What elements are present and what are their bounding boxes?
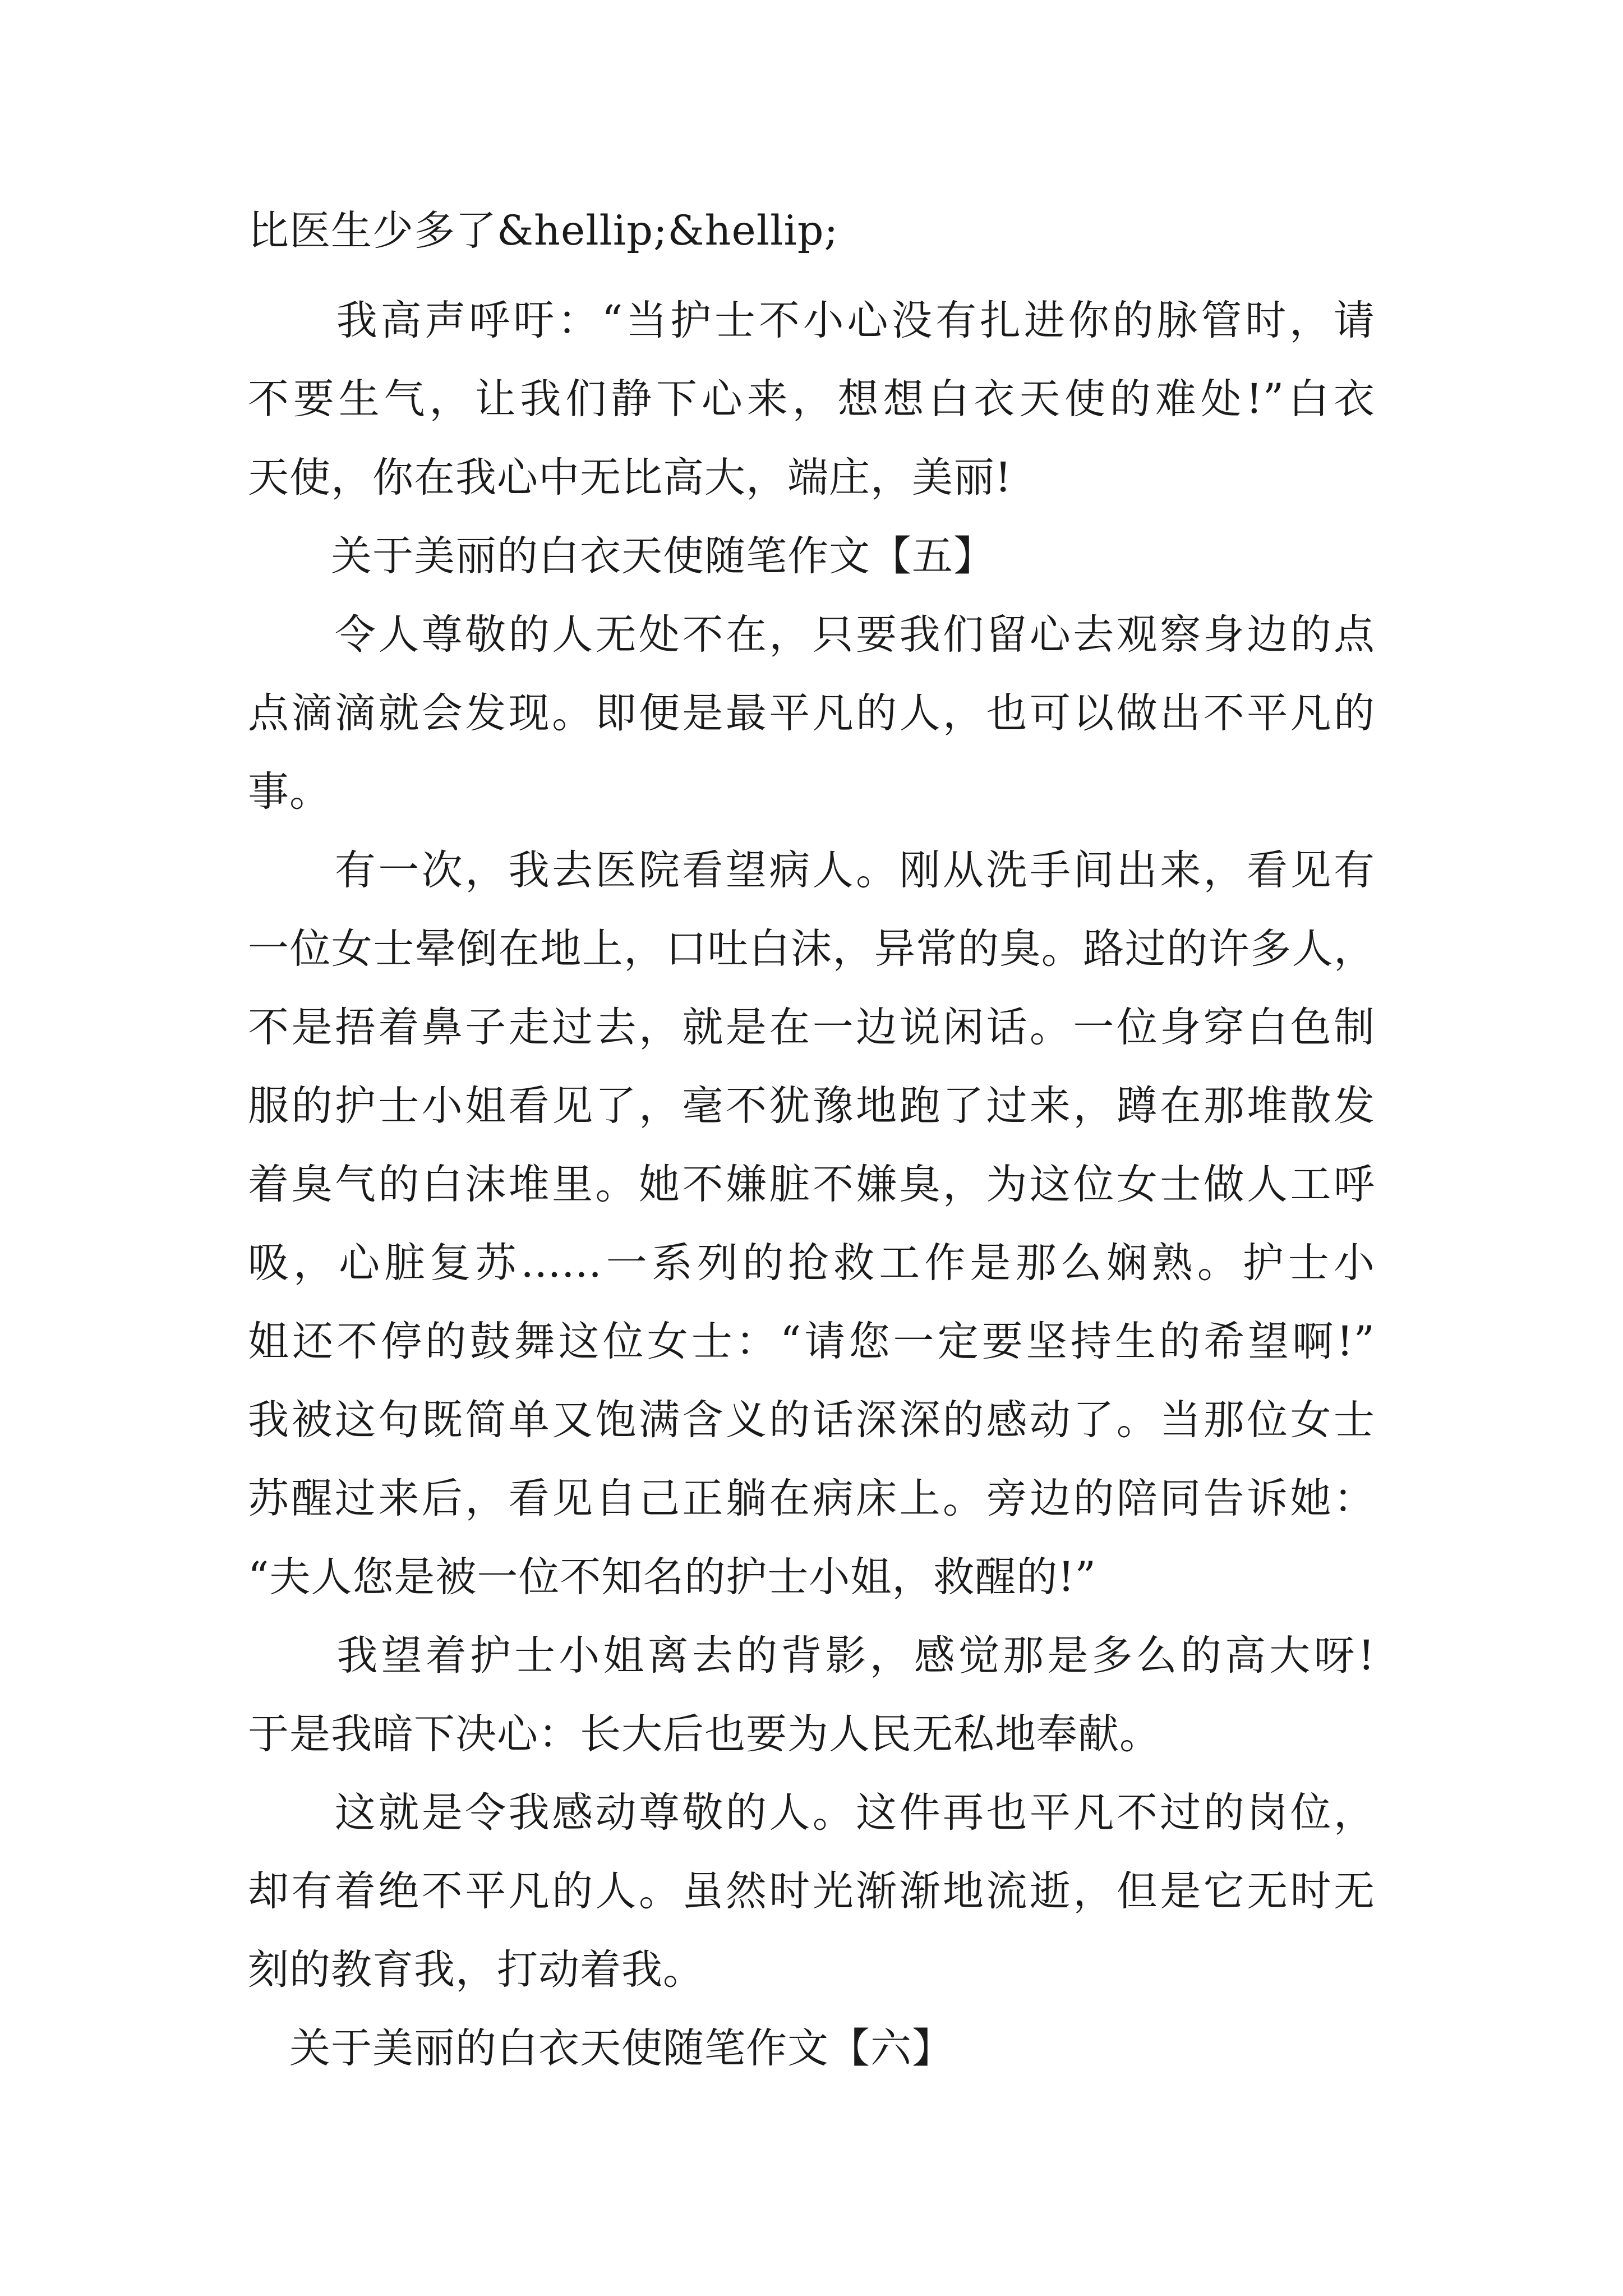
text-line: 有一次，我去医院看望病人。刚从洗手间出来，看见有 [248, 846, 1375, 894]
text-line: “夫人您是被一位不知名的护士小姐，救醒的!” [248, 1553, 1096, 1601]
text-line: 我望着护士小姐离去的背影，感觉那是多么的高大呀! [248, 1632, 1375, 1680]
text-line: 点滴滴就会发现。即便是最平凡的人，也可以做出不平凡的 [248, 689, 1375, 737]
text-line: 不要生气，让我们静下心来，想想白衣天使的难处!”白衣 [248, 375, 1375, 423]
text-line: 一位女士晕倒在地上，口吐白沫，异常的臭。路过的许多人， [248, 925, 1375, 973]
text-line: 着臭气的白沫堆里。她不嫌脏不嫌臭，为这位女士做人工呼 [248, 1161, 1375, 1208]
text-line: 事。 [248, 768, 331, 816]
text-line: 吸，心脏复苏......一系列的抢救工作是那么娴熟。护士小 [248, 1239, 1375, 1287]
text-line: 我被这句既简单又饱满含义的话深深的感动了。当那位女士 [248, 1396, 1375, 1444]
text-line: 我高声呼吁：“当护士不小心没有扎进你的脉管时，请 [248, 297, 1375, 344]
section-heading-five: 关于美丽的白衣天使随笔作文【五】 [248, 532, 995, 580]
text-line: 姐还不停的鼓舞这位女士：“请您一定要坚持生的希望啊!” [248, 1318, 1375, 1365]
text-line: 不是捂着鼻子走过去，就是在一边说闲话。一位身穿白色制 [248, 1004, 1375, 1051]
text-line: 这就是令我感动尊敬的人。这件再也平凡不过的岗位， [248, 1789, 1375, 1837]
section-heading-six: 关于美丽的白衣天使随笔作文【六】 [248, 2024, 953, 2072]
text-line: 于是我暗下决心：长大后也要为人民无私地奉献。 [248, 1710, 1161, 1758]
text-line: 服的护士小姐看见了，毫不犹豫地跑了过来，蹲在那堆散发 [248, 1082, 1375, 1130]
text-line: 刻的教育我，打动着我。 [248, 1946, 704, 1994]
text-line: 苏醒过来后，看见自己正躺在病床上。旁边的陪同告诉她： [248, 1475, 1375, 1522]
text-line: 令人尊敬的人无处不在，只要我们留心去观察身边的点 [248, 611, 1375, 659]
text-line: 却有着绝不平凡的人。虽然时光渐渐地流逝，但是它无时无 [248, 1867, 1375, 1915]
text-line: 比医生少多了&hellip;&hellip; [248, 207, 839, 255]
text-line: 天使，你在我心中无比高大，端庄，美丽! [248, 454, 1012, 501]
